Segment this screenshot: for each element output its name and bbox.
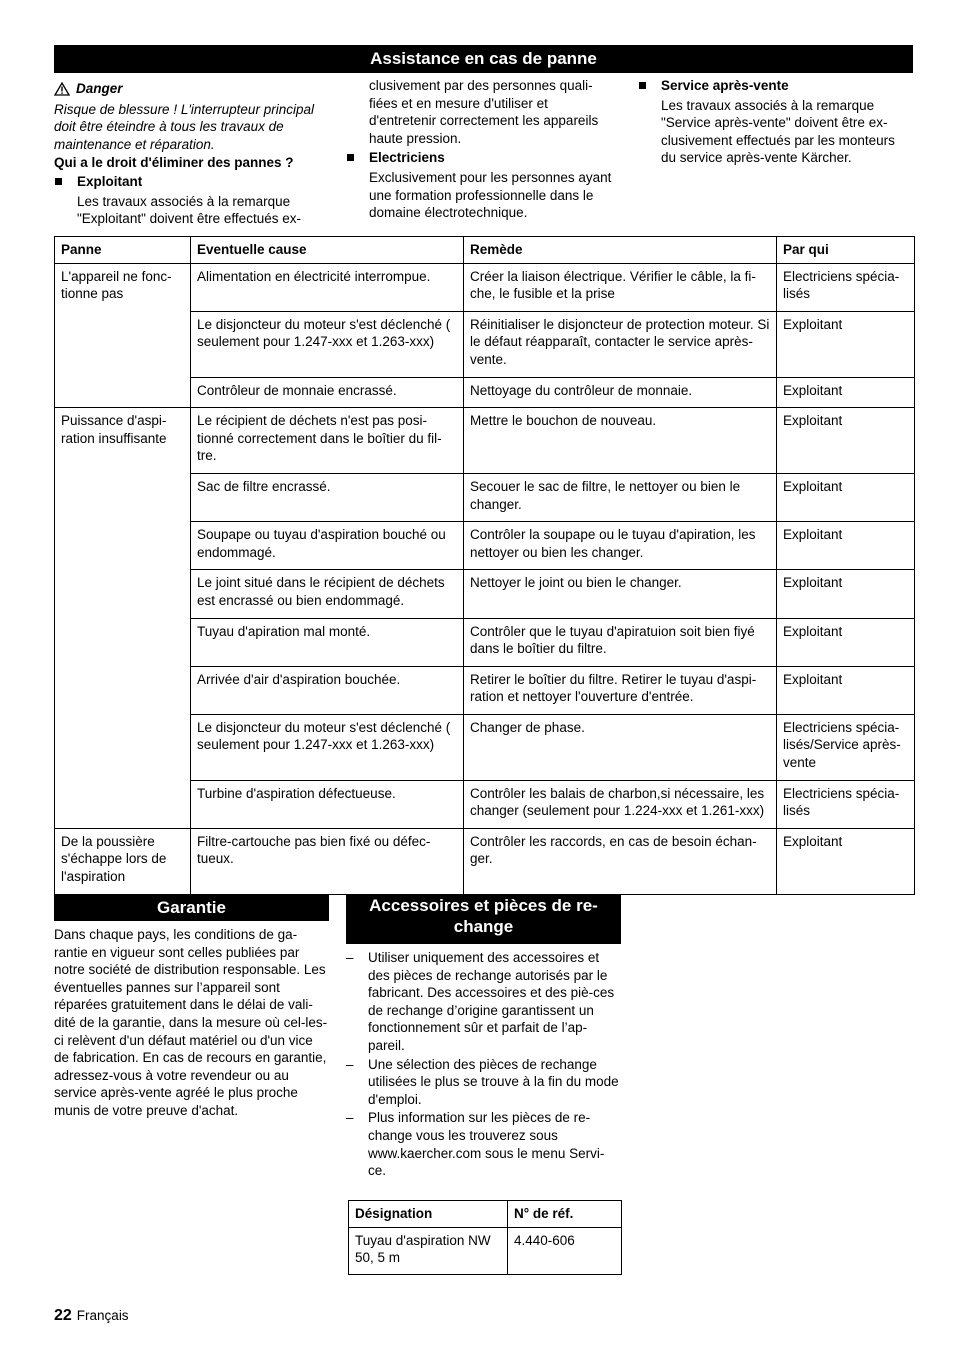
danger-heading	[54, 80, 334, 98]
remede-cell: Réinitialiser le disjoncteur de protection moteur. Si le défaut réapparaît, contacter le service après-vente.	[464, 311, 777, 377]
qui-cell: Electriciens spécia-lisés	[777, 780, 915, 828]
ref-cell: 4.440-606	[508, 1227, 622, 1274]
remede-cell: Retirer le boîtier du filtre. Retirer le tuyau d'aspi-ration et nettoyer l'ouverture d'entrée.	[464, 666, 777, 714]
remede-cell: Contrôler la soupape ou le tuyau d'apiration, les nettoyer ou bien les changer.	[464, 522, 777, 570]
remede-cell: Nettoyage du contrôleur de monnaie.	[464, 377, 777, 408]
qui-cell: Electriciens spécia-lisés/Service après-vente	[777, 714, 915, 780]
trouble-section-heading: Assistance en cas de panne	[54, 45, 913, 73]
list-item: – Utiliser uniquement des accessoires et des pièces de rechange autorisés par le fabricant. Des accessoires et des piè-ces de rechange d’origine garantissent un fonctionnement sûr et parfait de l’ap-pareil.	[346, 949, 622, 1055]
list-item: – Une sélection des pièces de rechange utilisées le plus se trouve à la fin du mode d'emploi.	[346, 1056, 622, 1109]
remede-cell: Nettoyer le joint ou bien le changer.	[464, 570, 777, 618]
qui-cell: Exploitant	[777, 828, 915, 894]
header-ref: N° de réf.	[508, 1201, 622, 1228]
table-header-row	[55, 237, 915, 264]
header-panne: Panne	[55, 237, 191, 264]
table-row	[55, 408, 915, 474]
sav-text: Les travaux associés à la remarque "Service après-vente" doivent être ex-clusivement effectués par les monteurs du service après-vente Kärcher.	[661, 97, 895, 166]
troubleshooting-table	[54, 236, 915, 895]
intro-column-1	[54, 80, 334, 228]
cause-cell: Le récipient de déchets n'est pas posi-tionné correctement dans le boîtier du fil-tre.	[191, 408, 464, 474]
qui-cell: Exploitant	[777, 311, 915, 377]
remede-cell: Contrôler que le tuyau d'apiratuion soit bien fiyé dans le boîtier du filtre.	[464, 618, 777, 666]
parts-table	[348, 1200, 622, 1275]
accessoires-list	[346, 949, 622, 1180]
exploitant-text-a: Les travaux associés à la remarque "Exploitant" doivent être effectués ex-	[77, 193, 301, 227]
page-footer	[54, 1307, 129, 1325]
panne-cell: Puissance d'aspi-ration insuffisante	[55, 408, 191, 829]
cause-cell: Le disjoncteur du moteur s'est déclenché ( seulement pour 1.247-xxx et 1.263-xxx)	[191, 311, 464, 377]
qui-cell: Exploitant	[777, 570, 915, 618]
accessoires-column	[346, 949, 622, 1181]
table-row	[55, 828, 915, 894]
cause-cell: Soupape ou tuyau d'aspiration bouché ou endommagé.	[191, 522, 464, 570]
table-row	[349, 1227, 622, 1274]
remede-cell: Changer de phase.	[464, 714, 777, 780]
qui-cell: Electriciens spécia-lisés	[777, 263, 915, 311]
garantie-heading: Garantie	[54, 894, 329, 921]
panne-cell: De la poussière s'échappe lors de l'aspiration	[55, 828, 191, 894]
exploitant-label: Exploitant	[54, 173, 334, 191]
electriciens-text: Exclusivement pour les personnes ayant une formation professionnelle dans le domaine électrotechnique.	[369, 169, 612, 221]
qui-cell: Exploitant	[777, 473, 915, 521]
sav-label: Service après-vente	[638, 77, 913, 95]
designation-cell: Tuyau d'aspiration NW 50, 5 m	[349, 1227, 508, 1274]
qui-cell: Exploitant	[777, 408, 915, 474]
exploitant-text-b: clusivement par des personnes quali-fiées et en mesure d'utiliser et d'entretenir correctement les appareils haute pression.	[369, 78, 599, 146]
qui-cell: Exploitant	[777, 377, 915, 408]
remede-cell: Contrôler les raccords, en cas de besoin échan-ger.	[464, 828, 777, 894]
remede-cell: Contrôler les balais de charbon,si nécessaire, les changer (seulement pour 1.224-xxx et 1.261-xxx)	[464, 780, 777, 828]
page-number: 22	[54, 1307, 72, 1324]
remede-cell: Mettre le bouchon de nouveau.	[464, 408, 777, 474]
intro-column-2	[346, 77, 618, 222]
cause-cell: Turbine d'aspiration défectueuse.	[191, 780, 464, 828]
list-item: – Plus information sur les pièces de re-change vous les trouverez sous www.kaercher.com sous le menu Servi-ce.	[346, 1109, 622, 1179]
cause-cell: Alimentation en électricité interrompue.	[191, 263, 464, 311]
parts-header-row	[349, 1201, 622, 1228]
header-designation: Désignation	[349, 1201, 508, 1228]
electriciens-label: Electriciens	[346, 149, 618, 167]
accessoires-heading: Accessoires et pièces de re-change	[346, 894, 621, 944]
qui-cell: Exploitant	[777, 522, 915, 570]
qui-cell: Exploitant	[777, 618, 915, 666]
header-par-qui: Par qui	[777, 237, 915, 264]
header-remede: Remède	[464, 237, 777, 264]
garantie-column	[54, 926, 330, 1120]
cause-cell: Contrôleur de monnaie encrassé.	[191, 377, 464, 408]
cause-cell: Arrivée d'air d'aspiration bouchée.	[191, 666, 464, 714]
cause-cell: Sac de filtre encrassé.	[191, 473, 464, 521]
qui-cell: Exploitant	[777, 666, 915, 714]
cause-cell: Le joint situé dans le récipient de déchets est encrassé ou bien endommagé.	[191, 570, 464, 618]
danger-text: Risque de blessure ! L'interrupteur principal doit être éteindre à tous les travaux de maintenance et réparation.	[54, 101, 314, 152]
intro-column-3	[638, 77, 913, 167]
panne-cell: L'appareil ne fonc-tionne pas	[55, 263, 191, 408]
warning-triangle-icon	[54, 82, 70, 96]
remede-cell: Créer la liaison électrique. Vérifier le câble, la fi-che, le fusible et la prise	[464, 263, 777, 311]
garantie-text: Dans chaque pays, les conditions de ga-rantie en vigueur sont celles publiées par notre société de distribution responsable. Les éventuelles pannes sur l’appareil sont réparées gratuitement dans le délai de vali-dité de la garantie, dans la mesure où cel-les-ci relèvent d'un défaut matériel ou d'un vice de fabrication. En cas de recours en garantie, adressez-vous à votre revendeur ou au service après-vente agréé le plus proche munis de votre preuve d'achat.	[54, 927, 328, 1118]
table-row	[55, 263, 915, 311]
cause-cell: Tuyau d'apiration mal monté.	[191, 618, 464, 666]
danger-label: Danger	[76, 81, 123, 96]
cause-cell: Le disjoncteur du moteur s'est déclenché ( seulement pour 1.247-xxx et 1.263-xxx)	[191, 714, 464, 780]
footer-language: Français	[76, 1308, 129, 1323]
who-question: Qui a le droit d'éliminer des pannes ?	[54, 155, 294, 171]
remede-cell: Secouer le sac de filtre, le nettoyer ou bien le changer.	[464, 473, 777, 521]
header-cause: Eventuelle cause	[191, 237, 464, 264]
cause-cell: Filtre-cartouche pas bien fixé ou défec-tueux.	[191, 828, 464, 894]
